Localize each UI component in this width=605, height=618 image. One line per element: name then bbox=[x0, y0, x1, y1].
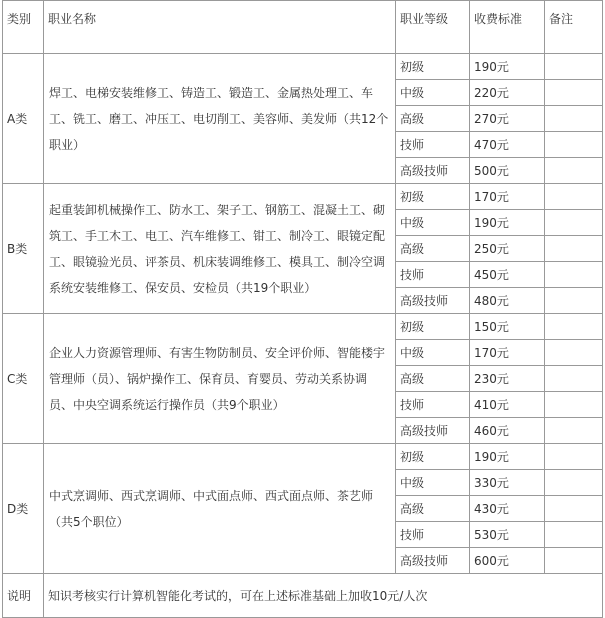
table-row bbox=[3, 54, 603, 80]
fee-cell: 460元 bbox=[470, 418, 545, 444]
table-row bbox=[3, 314, 603, 340]
remark-cell bbox=[545, 340, 603, 366]
remark-cell bbox=[545, 106, 603, 132]
category-cell: B类 bbox=[3, 184, 44, 314]
note-row bbox=[3, 574, 603, 618]
fee-cell: 450元 bbox=[470, 262, 545, 288]
occupation-names-cell: 中式烹调师、西式烹调师、中式面点师、西式面点师、茶艺师（共5个职位） bbox=[44, 444, 396, 574]
level-cell: 中级 bbox=[396, 470, 470, 496]
fee-cell: 500元 bbox=[470, 158, 545, 184]
level-cell: 初级 bbox=[396, 184, 470, 210]
level-cell: 中级 bbox=[396, 80, 470, 106]
remark-cell bbox=[545, 444, 603, 470]
occupation-names-cell: 起重装卸机械操作工、防水工、架子工、钢筋工、混凝土工、砌筑工、手工木工、电工、汽车维修工、钳工、制冷工、眼镜定配工、眼镜验光员、评茶员、机床装调维修工、模具工、制冷空调系统安装维修工、保安员、安检员（共19个职业） bbox=[44, 184, 396, 314]
fee-cell: 600元 bbox=[470, 548, 545, 574]
remark-cell bbox=[545, 288, 603, 314]
remark-cell bbox=[545, 366, 603, 392]
level-cell: 技师 bbox=[396, 132, 470, 158]
remark-cell bbox=[545, 158, 603, 184]
header-level: 职业等级 bbox=[396, 1, 470, 54]
fee-cell: 410元 bbox=[470, 392, 545, 418]
level-cell: 高级 bbox=[396, 106, 470, 132]
level-cell: 高级技师 bbox=[396, 418, 470, 444]
table-row bbox=[3, 184, 603, 210]
level-cell: 高级技师 bbox=[396, 288, 470, 314]
level-cell: 技师 bbox=[396, 262, 470, 288]
level-cell: 技师 bbox=[396, 522, 470, 548]
remark-cell bbox=[545, 496, 603, 522]
level-cell: 初级 bbox=[396, 444, 470, 470]
fee-cell: 480元 bbox=[470, 288, 545, 314]
remark-cell bbox=[545, 470, 603, 496]
remark-cell bbox=[545, 392, 603, 418]
fee-cell: 190元 bbox=[470, 210, 545, 236]
remark-cell bbox=[545, 418, 603, 444]
fee-table bbox=[2, 0, 603, 618]
fee-cell: 270元 bbox=[470, 106, 545, 132]
table-row bbox=[3, 444, 603, 470]
fee-cell: 430元 bbox=[470, 496, 545, 522]
table-header-row bbox=[3, 1, 603, 54]
fee-cell: 190元 bbox=[470, 54, 545, 80]
remark-cell bbox=[545, 132, 603, 158]
header-category: 类别 bbox=[3, 1, 44, 54]
remark-cell bbox=[545, 548, 603, 574]
fee-cell: 150元 bbox=[470, 314, 545, 340]
remark-cell bbox=[545, 314, 603, 340]
fee-cell: 330元 bbox=[470, 470, 545, 496]
remark-cell bbox=[545, 522, 603, 548]
level-cell: 高级 bbox=[396, 496, 470, 522]
fee-cell: 170元 bbox=[470, 184, 545, 210]
level-cell: 高级技师 bbox=[396, 158, 470, 184]
level-cell: 高级 bbox=[396, 366, 470, 392]
remark-cell bbox=[545, 262, 603, 288]
occupation-names-cell: 焊工、电梯安装维修工、铸造工、锻造工、金属热处理工、车工、铣工、磨工、冲压工、电切削工、美容师、美发师（共12个职业） bbox=[44, 54, 396, 184]
remark-cell bbox=[545, 54, 603, 80]
fee-cell: 530元 bbox=[470, 522, 545, 548]
category-cell: C类 bbox=[3, 314, 44, 444]
fee-cell: 230元 bbox=[470, 366, 545, 392]
level-cell: 中级 bbox=[396, 340, 470, 366]
level-cell: 技师 bbox=[396, 392, 470, 418]
header-name: 职业名称 bbox=[44, 1, 396, 54]
note-label: 说明 bbox=[3, 574, 44, 618]
remark-cell bbox=[545, 236, 603, 262]
fee-cell: 190元 bbox=[470, 444, 545, 470]
remark-cell bbox=[545, 80, 603, 106]
remark-cell bbox=[545, 184, 603, 210]
category-cell: D类 bbox=[3, 444, 44, 574]
fee-cell: 170元 bbox=[470, 340, 545, 366]
fee-cell: 220元 bbox=[470, 80, 545, 106]
level-cell: 初级 bbox=[396, 54, 470, 80]
fee-cell: 250元 bbox=[470, 236, 545, 262]
remark-cell bbox=[545, 210, 603, 236]
level-cell: 初级 bbox=[396, 314, 470, 340]
level-cell: 高级 bbox=[396, 236, 470, 262]
header-fee: 收费标准 bbox=[470, 1, 545, 54]
fee-cell: 470元 bbox=[470, 132, 545, 158]
note-text: 知识考核实行计算机智能化考试的，可在上述标准基础上加收10元/人次 bbox=[44, 574, 603, 618]
header-remark: 备注 bbox=[545, 1, 603, 54]
category-cell: A类 bbox=[3, 54, 44, 184]
occupation-names-cell: 企业人力资源管理师、有害生物防制员、安全评价师、智能楼宇管理师（员）、锅炉操作工、保育员、育婴员、劳动关系协调员、中央空调系统运行操作员（共9个职业） bbox=[44, 314, 396, 444]
level-cell: 中级 bbox=[396, 210, 470, 236]
level-cell: 高级技师 bbox=[396, 548, 470, 574]
